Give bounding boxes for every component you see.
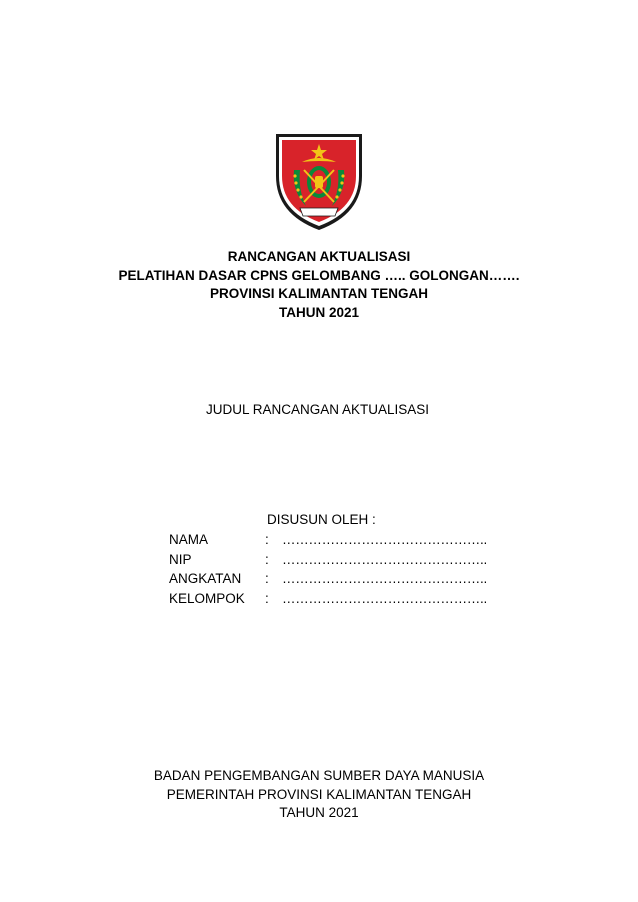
field-label: ANGKATAN (169, 571, 242, 586)
heading-title: RANCANGAN AKTUALISASI (227, 249, 411, 264)
field-value: ……………………………………….. (282, 590, 487, 606)
field-colon: : (265, 590, 269, 606)
field-label: NAMA (169, 532, 209, 547)
document-footer (0, 767, 638, 823)
judul-placeholder: JUDUL RANCANGAN AKTUALISASI (206, 402, 430, 417)
field-value: ……………………………………….. (282, 551, 487, 567)
field-colon: : (265, 532, 269, 547)
field-colon: : (265, 571, 269, 586)
heading-training: PELATIHAN DASAR CPNS GELOMBANG ….. GOLONGAN……. (118, 267, 520, 283)
footer-government: PEMERINTAH PROVINSI KALIMANTAN TENGAH (166, 786, 472, 802)
field-value: ……………………………………….. (282, 532, 487, 547)
heading-year: TAHUN 2021 (278, 304, 360, 320)
footer-agency: BADAN PENGEMBANGAN SUMBER DAYA MANUSIA (153, 768, 485, 783)
field-label: KELOMPOK (169, 590, 245, 606)
field-value: ……………………………………….. (282, 571, 487, 586)
kalimantan-tengah-emblem-icon (272, 130, 366, 232)
field-label: NIP (169, 551, 192, 567)
footer-year: TAHUN 2021 (279, 805, 359, 820)
document-heading (0, 248, 638, 322)
heading-province: PROVINSI KALIMANTAN TENGAH (210, 286, 428, 301)
field-colon: : (265, 551, 269, 567)
disusun-oleh-label: DISUSUN OLEH : (267, 512, 376, 527)
